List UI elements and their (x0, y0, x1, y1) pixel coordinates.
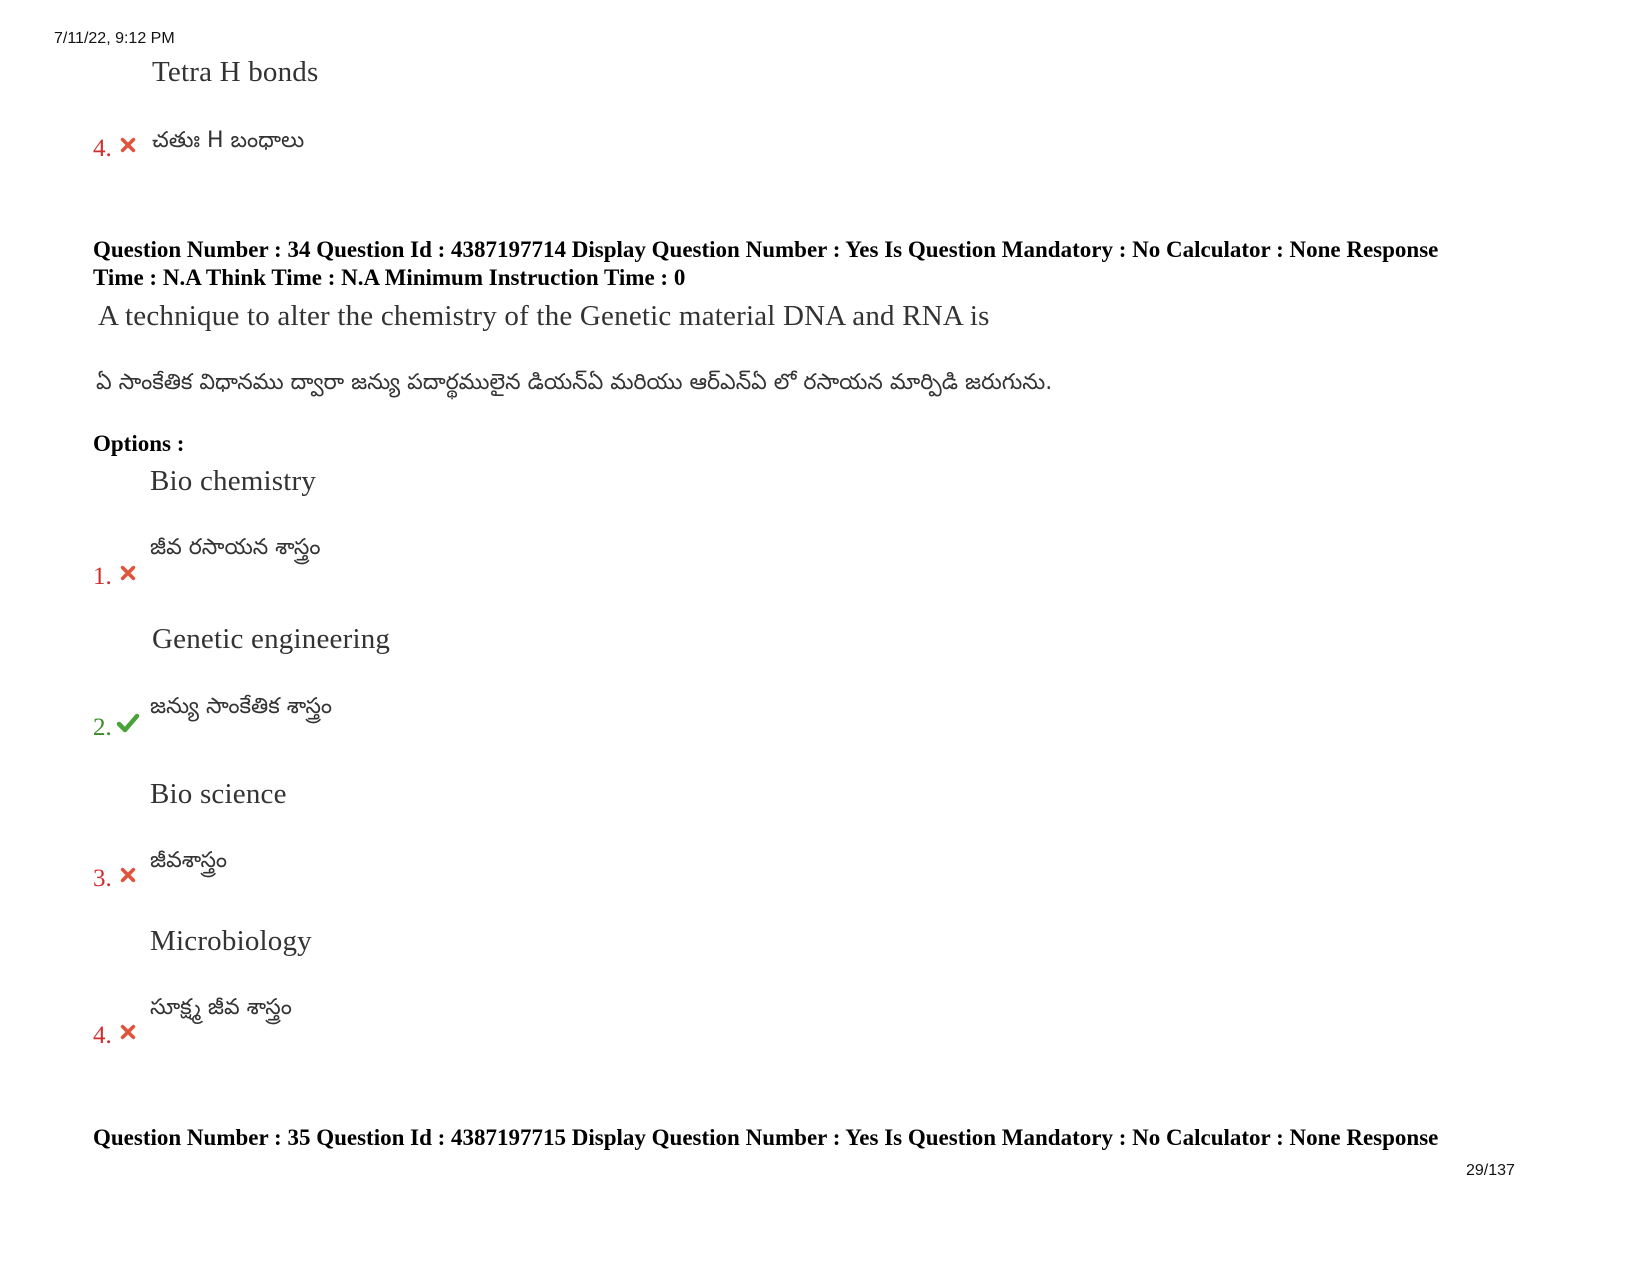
option-2-en: Genetic engineering (152, 623, 391, 655)
option-3-en: Bio science (150, 778, 287, 810)
option-1-en: Bio chemistry (150, 465, 317, 497)
cross-icon (119, 1023, 137, 1041)
checkmark-icon (116, 712, 140, 734)
cross-icon (119, 564, 137, 582)
option-1-te: జీవ రసాయన శాస్త్రం (150, 535, 321, 560)
page-number: 29/137 (1466, 1162, 1515, 1179)
prev-option-4-en: Tetra H bonds (152, 56, 319, 88)
question-34-text-en: A technique to alter the chemistry of the Genetic material DNA and RNA is (98, 300, 990, 332)
option-4-number: 4. (93, 1022, 112, 1049)
question-34-text-te: ఏ సాంకేతిక విధానము ద్వారా జన్యు పదార్థములైన డియన్ఏ మరియు ఆర్ఎన్ఏ లో రసాయన మార్పిడి జరుగును. (96, 370, 1053, 395)
print-timestamp: 7/11/22, 9:12 PM (54, 30, 175, 47)
question-34-meta-line2: Time : N.A Think Time : N.A Minimum Instruction Time : 0 (93, 265, 686, 290)
option-1-number: 1. (93, 563, 112, 590)
option-2-te: జన్యు సాంకేతిక శాస్త్రం (150, 694, 333, 719)
question-35-meta: Question Number : 35 Question Id : 4387197715 Display Question Number : Yes Is Question Mandatory : No Calculator : None Response (93, 1125, 1439, 1150)
question-34-meta (93, 236, 1513, 292)
option-2-number: 2. (93, 714, 112, 741)
options-label: Options : (93, 431, 185, 456)
option-4-en: Microbiology (150, 925, 312, 957)
option-4-te: సూక్ష్మ జీవ శాస్త్రం (150, 995, 292, 1020)
cross-icon (119, 866, 137, 884)
question-34-meta-line1: Question Number : 34 Question Id : 4387197714 Display Question Number : Yes Is Question Mandatory : No Calculator : None Response (93, 237, 1439, 262)
cross-icon (119, 136, 137, 154)
option-3-number: 3. (93, 865, 112, 892)
prev-option-4-number: 4. (93, 135, 112, 162)
prev-option-4-te: చతుః H బంధాలు (152, 128, 305, 153)
option-3-te: జీవశాస్త్రం (150, 848, 228, 873)
